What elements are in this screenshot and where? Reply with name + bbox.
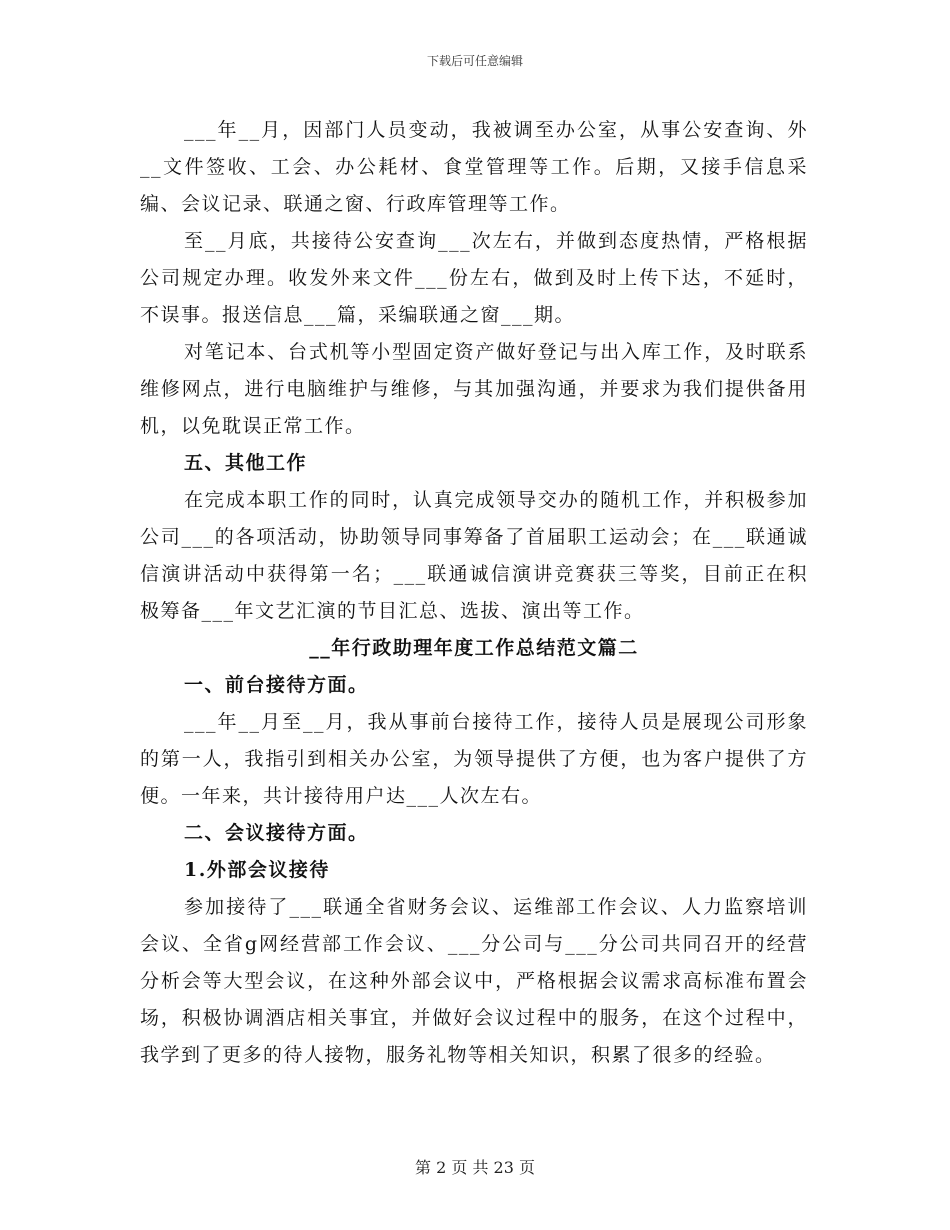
section-heading-front-desk: 一、前台接待方面。	[184, 674, 369, 696]
page-header: 下载后可任意编辑	[426, 54, 523, 68]
paragraph-reception-stats: 至__月底，共接待公安查询___次左右，并做到态度热情，严格根据公司规定办理。收发外来文件___份左右，做到及时上传下达，不延时，不误事。报送信息___篇，采编联通之窗___期。	[140, 230, 808, 326]
paragraph-other-work: 在完成本职工作的同时，认真完成领导交办的随机工作，并积极参加公司___的各项活动，协助领导同事筹备了首届职工运动会；在___联通诚信演讲活动中获得第一名；___联通诚信演讲竞赛获三等奖，目前正在积极筹备___年文艺汇演的节目汇总、选拔、演出等工作。	[140, 489, 808, 622]
subsection-heading-external-meetings: 1.外部会议接待	[184, 859, 330, 881]
paragraph-office-transfer: ___年__月，因部门人员变动，我被调至办公室，从事公安查询、外__文件签收、工会、办公耗材、食堂管理等工作。后期，又接手信息采编、会议记录、联通之窗、行政库管理等工作。	[140, 119, 808, 215]
document-body	[140, 112, 808, 1074]
paragraph-front-desk: ___年__月至__月，我从事前台接待工作，接待人员是展现公司形象的第一人，我指引到相关办公室，为领导提供了方便，也为客户提供了方便。一年来，共计接待用户达___人次左右。	[140, 711, 808, 807]
paragraph-external-meetings: 参加接待了___联通全省财务会议、运维部工作会议、人力监察培训会议、全省g网经营部工作会议、___分公司与___分公司共同召开的经营分析会等大型会议，在这种外部会议中，严格根据会议需求高标准布置会场，积极协调酒店相关事宜，并做好会议过程中的服务，在这个过程中，我学到了更多的待人接物，服务礼物等相关知识，积累了很多的经验。	[140, 896, 808, 1066]
article-title-part-two: __年行政助理年度工作总结范文篇二	[309, 637, 639, 659]
section-heading-meeting-reception: 二、会议接待方面。	[184, 822, 369, 844]
page-number-footer: 第 2 页 共 23 页	[415, 1158, 535, 1177]
paragraph-asset-management: 对笔记本、台式机等小型固定资产做好登记与出入库工作，及时联系维修网点，进行电脑维护与维修，与其加强沟通，并要求为我们提供备用机，以免耽误正常工作。	[140, 341, 808, 437]
section-heading-other-work: 五、其他工作	[184, 452, 308, 474]
